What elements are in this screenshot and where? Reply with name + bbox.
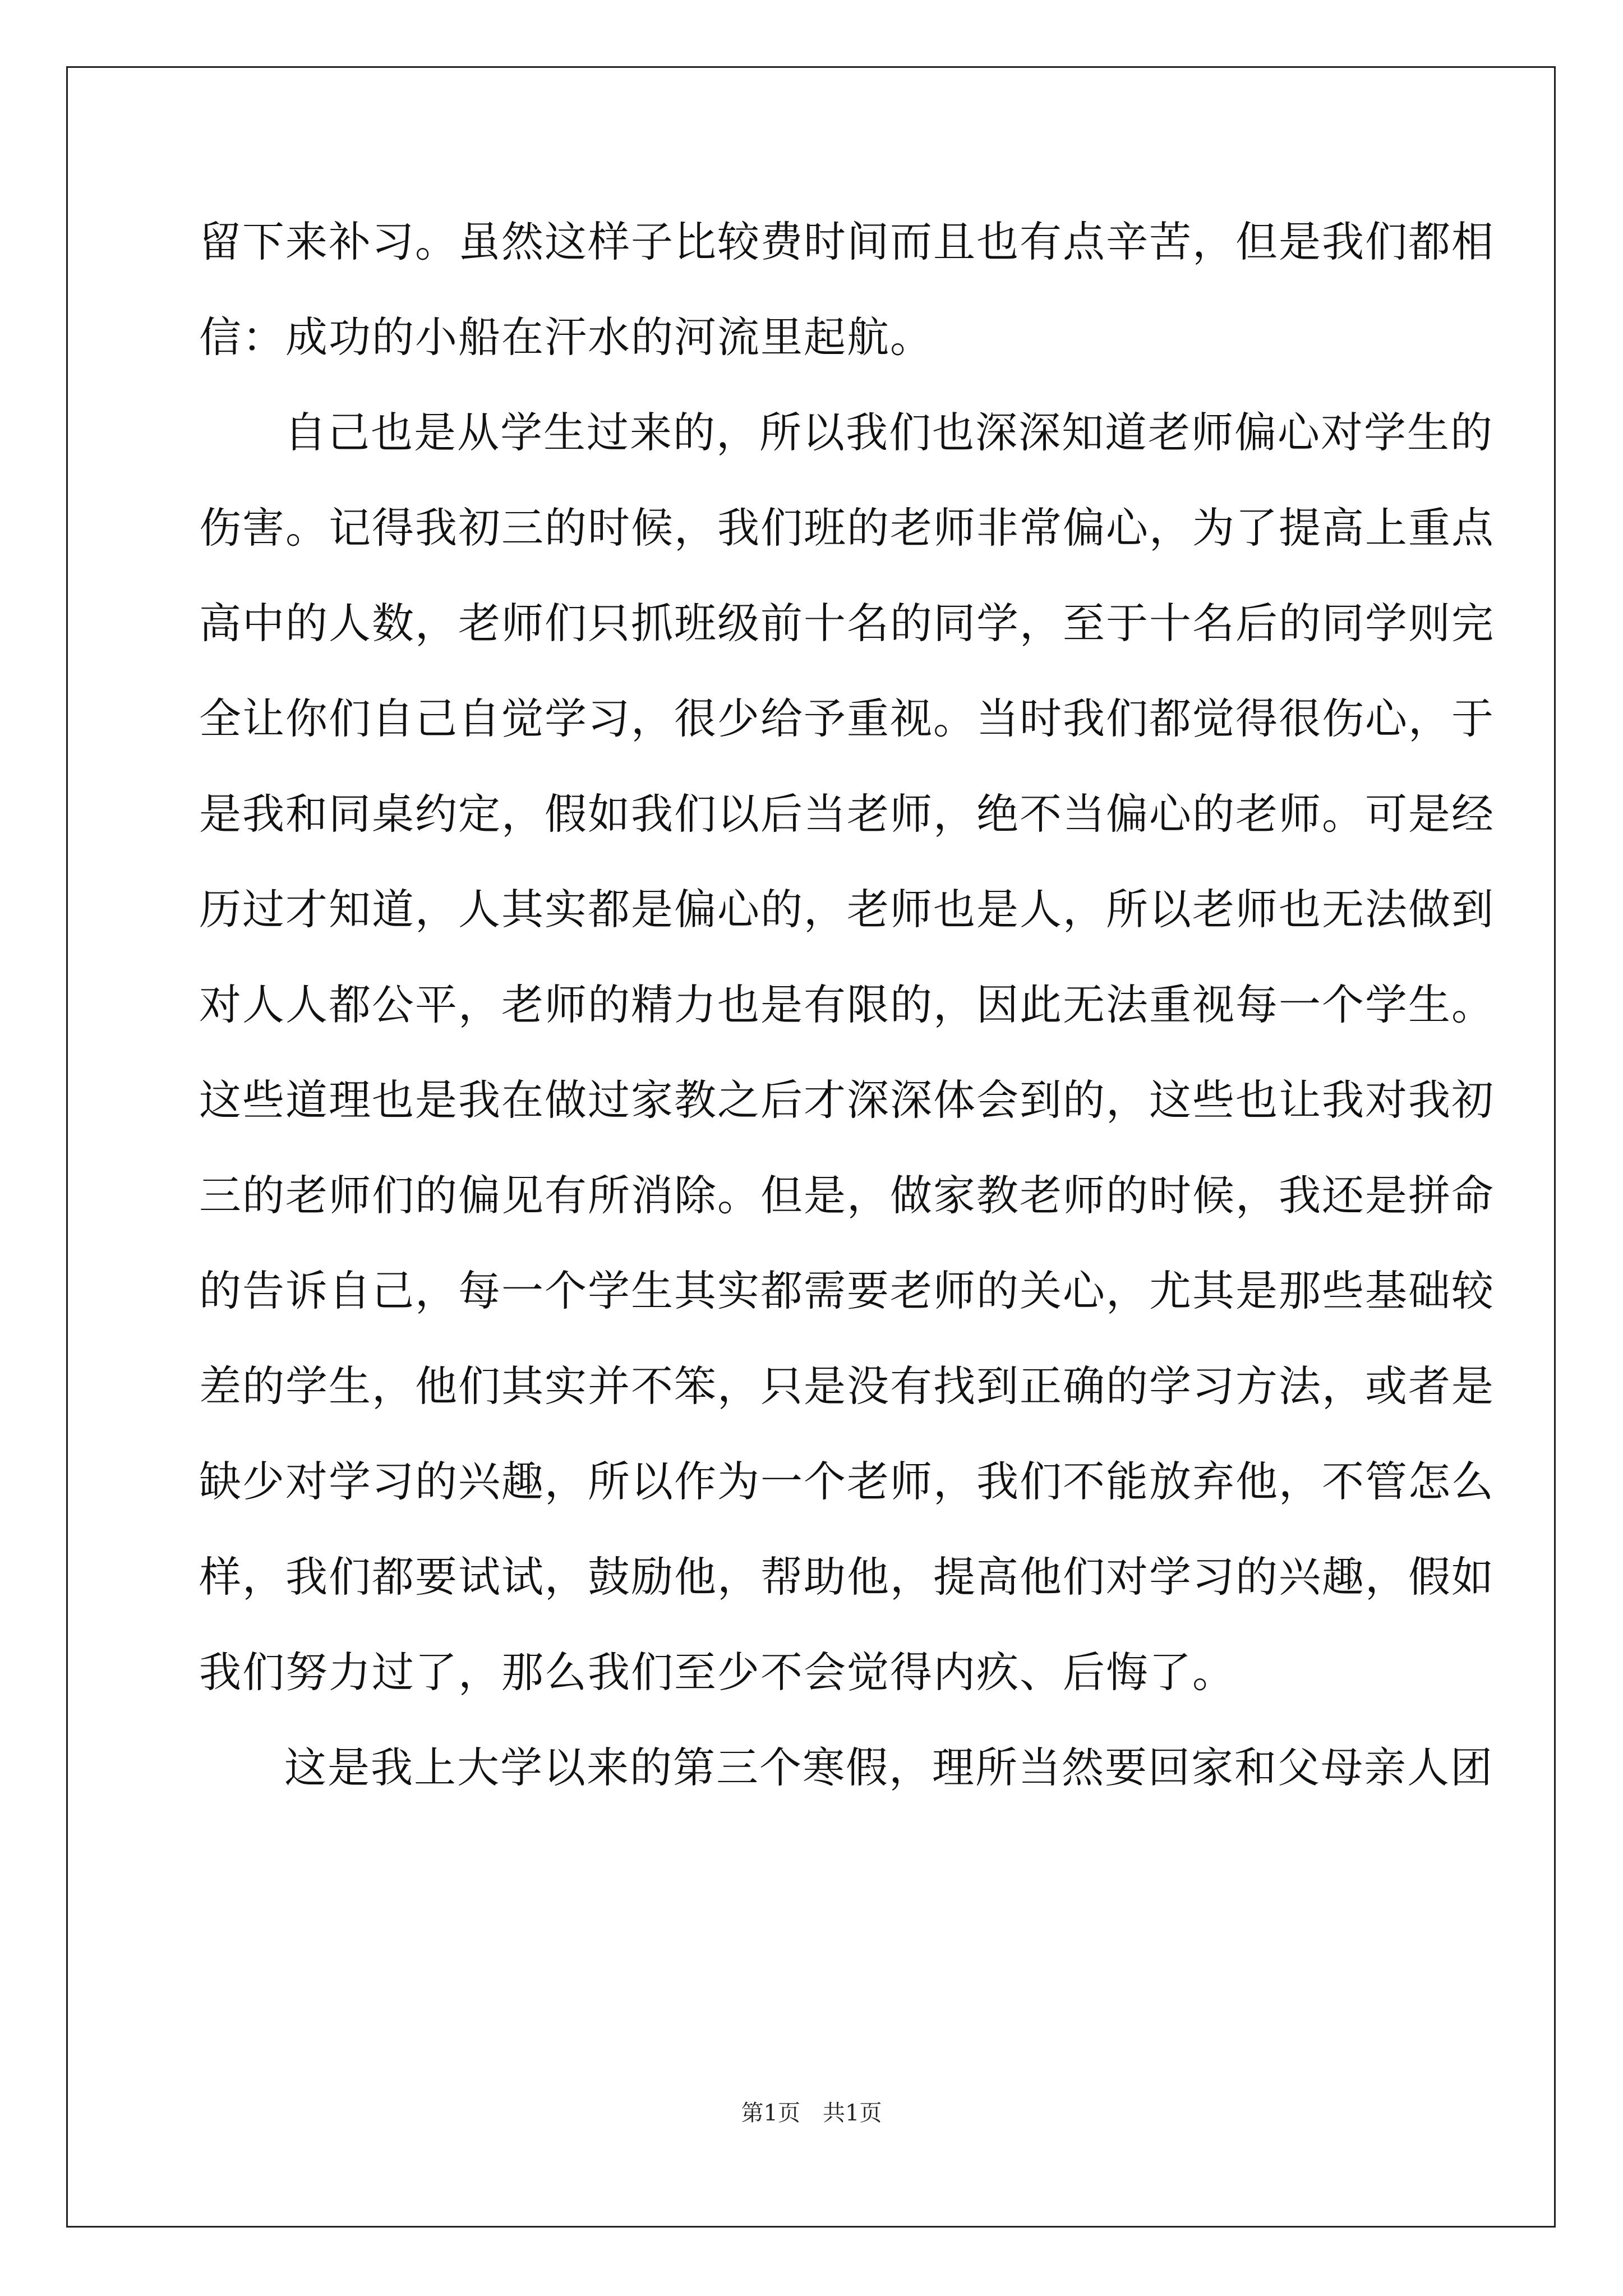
text-line: 样，我们都要试试，鼓励他，帮助他，提高他们对学习的兴趣，假如 [199,1552,1495,1602]
text-line: 是我和同桌约定，假如我们以后当老师，绝不当偏心的老师。可是经 [199,789,1495,839]
paragraph-start-line: 这是我上大学以来的第三个寒假，理所当然要回家和父母亲人团 [284,1743,1494,1792]
text-line: 的告诉自己，每一个学生其实都需要老师的关心，尤其是那些基础较 [199,1266,1495,1315]
page-number-footer: 第1页 共1页 [741,2100,882,2126]
text-line: 这些道理也是我在做过家教之后才深深体会到的，这些也让我对我初 [199,1075,1495,1125]
text-line: 留下来补习。虽然这样子比较费时间而且也有点辛苦，但是我们都相 [199,217,1495,266]
text-line: 缺少对学习的兴趣，所以作为一个老师，我们不能放弃他，不管怎么 [199,1457,1495,1506]
text-line: 对人人都公平，老师的精力也是有限的，因此无法重视每一个学生。 [199,980,1495,1029]
text-line: 信：成功的小船在汗水的河流里起航。 [199,312,934,362]
text-line: 高中的人数，老师们只抓班级前十名的同学，至于十名后的同学则完 [199,599,1495,648]
text-line: 三的老师们的偏见有所消除。但是，做家教老师的时候，我还是拼命 [199,1171,1495,1220]
text-line: 伤害。记得我初三的时候，我们班的老师非常偏心，为了提高上重点 [199,503,1495,553]
document-body [199,194,1495,1815]
text-line: 历过才知道，人其实都是偏心的，老师也是人，所以老师也无法做到 [199,885,1495,934]
paragraph-start-line: 自己也是从学生过来的，所以我们也深深知道老师偏心对学生的 [284,408,1494,457]
text-line: 我们努力过了，那么我们至少不会觉得内疚、后悔了。 [199,1648,1236,1697]
text-line: 全让你们自己自觉学习，很少给予重视。当时我们都觉得很伤心，于 [199,694,1495,743]
text-line: 差的学生，他们其实并不笨，只是没有找到正确的学习方法，或者是 [199,1361,1495,1411]
